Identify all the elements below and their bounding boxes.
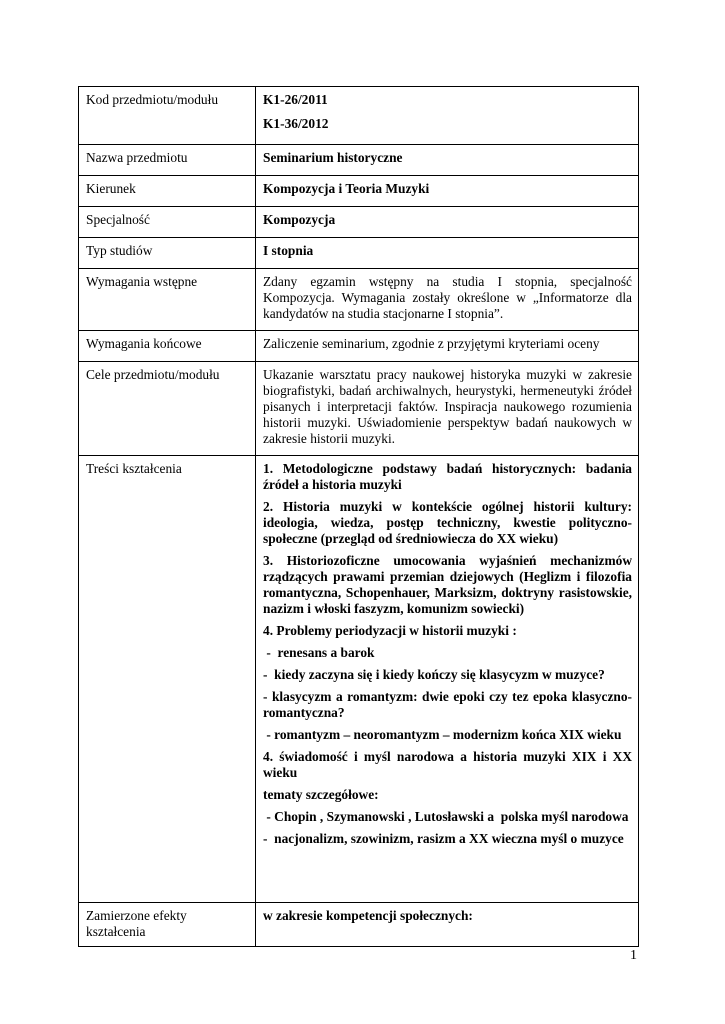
- table-row: [79, 87, 639, 145]
- content-item: 4. Problemy periodyzacji w historii muzyki :: [263, 623, 517, 638]
- content-item: - nacjonalizm, szowinizm, rasizm a XX wieczna myśl o muzyce: [263, 831, 624, 846]
- course-code-line: K1-26/2011: [263, 92, 328, 107]
- row-label: Zamierzone efekty kształcenia: [79, 903, 256, 947]
- course-name: Seminarium historyczne: [256, 145, 639, 176]
- content-item: - klasycyzm a romantyzm: dwie epoki czy tez epoka klasyczno-romantyczna?: [263, 689, 632, 720]
- content-item: - romantyzm – neoromantyzm – modernizm końca XIX wieku: [263, 727, 622, 742]
- learning-outcomes: w zakresie kompetencji społecznych:: [256, 903, 639, 947]
- table-row: [79, 238, 639, 269]
- content-item: tematy szczegółowe:: [263, 787, 379, 802]
- final-requirements: Zaliczenie seminarium, zgodnie z przyjętymi kryteriami oceny: [256, 331, 639, 362]
- table-row: [79, 331, 639, 362]
- row-label: Kod przedmiotu/modułu: [79, 87, 256, 145]
- syllabus-table: [78, 86, 639, 947]
- row-label: Wymagania wstępne: [79, 269, 256, 331]
- table-row: [79, 456, 639, 903]
- content-item: 2. Historia muzyki w kontekście ogólnej historii kultury: ideologia, wiedza, postęp techniczny, kwestie polityczno-społeczne (przegląd od średniowiecza do XX wieku): [263, 499, 632, 546]
- table-row: [79, 903, 639, 947]
- row-label: Wymagania końcowe: [79, 331, 256, 362]
- table-row: [79, 362, 639, 456]
- course-code-line: K1-36/2012: [263, 116, 329, 131]
- course-code: [256, 87, 639, 145]
- row-label: Specjalność: [79, 207, 256, 238]
- field-of-study: Kompozycja i Teoria Muzyki: [256, 176, 639, 207]
- content-item: 4. świadomość i myśl narodowa a historia muzyki XIX i XX wieku: [263, 749, 632, 780]
- content-item: - Chopin , Szymanowski , Lutosławski a polska myśl narodowa: [263, 809, 629, 824]
- table-row: [79, 145, 639, 176]
- row-label: Kierunek: [79, 176, 256, 207]
- study-type: I stopnia: [256, 238, 639, 269]
- content-item: 3. Historiozoficzne umocowania wyjaśnień mechanizmów rządzących prawami przemian dziejowych (Heglizm i filozofia romantyczna, Schopenhauer, Marksizm, doktryny rasistowskie, nazizm i włoski faszyzm, komunizm sowiecki): [263, 553, 632, 616]
- content-item: - kiedy zaczyna się i kiedy kończy się klasycyzm w muzyce?: [263, 667, 605, 682]
- row-label: Treści kształcenia: [79, 456, 256, 903]
- course-contents: [256, 456, 639, 903]
- page-number: 1: [630, 948, 637, 963]
- row-label: Cele przedmiotu/modułu: [79, 362, 256, 456]
- row-label: Typ studiów: [79, 238, 256, 269]
- entry-requirements: Zdany egzamin wstępny na studia I stopnia, specjalność Kompozycja. Wymagania zostały określone w „Informatorze dla kandydatów na studia stacjonarne I stopnia”.: [256, 269, 639, 331]
- table-row: [79, 269, 639, 331]
- content-item: 1. Metodologiczne podstawy badań historycznych: badania źródeł a historia muzyki: [263, 461, 632, 492]
- content-item: - renesans a barok: [263, 645, 375, 660]
- course-objectives: Ukazanie warsztatu pracy naukowej historyka muzyki w zakresie biografistyki, badań archiwalnych, heurystyki, hermeneutyki źródeł pisanych i interpretacji faktów. Inspiracja naukowego rozumienia historii muzyki. Uświadomienie perspektyw badań naukowych w zakresie historii muzyki.: [256, 362, 639, 456]
- table-row: [79, 176, 639, 207]
- table-row: [79, 207, 639, 238]
- specialty: Kompozycja: [256, 207, 639, 238]
- row-label: Nazwa przedmiotu: [79, 145, 256, 176]
